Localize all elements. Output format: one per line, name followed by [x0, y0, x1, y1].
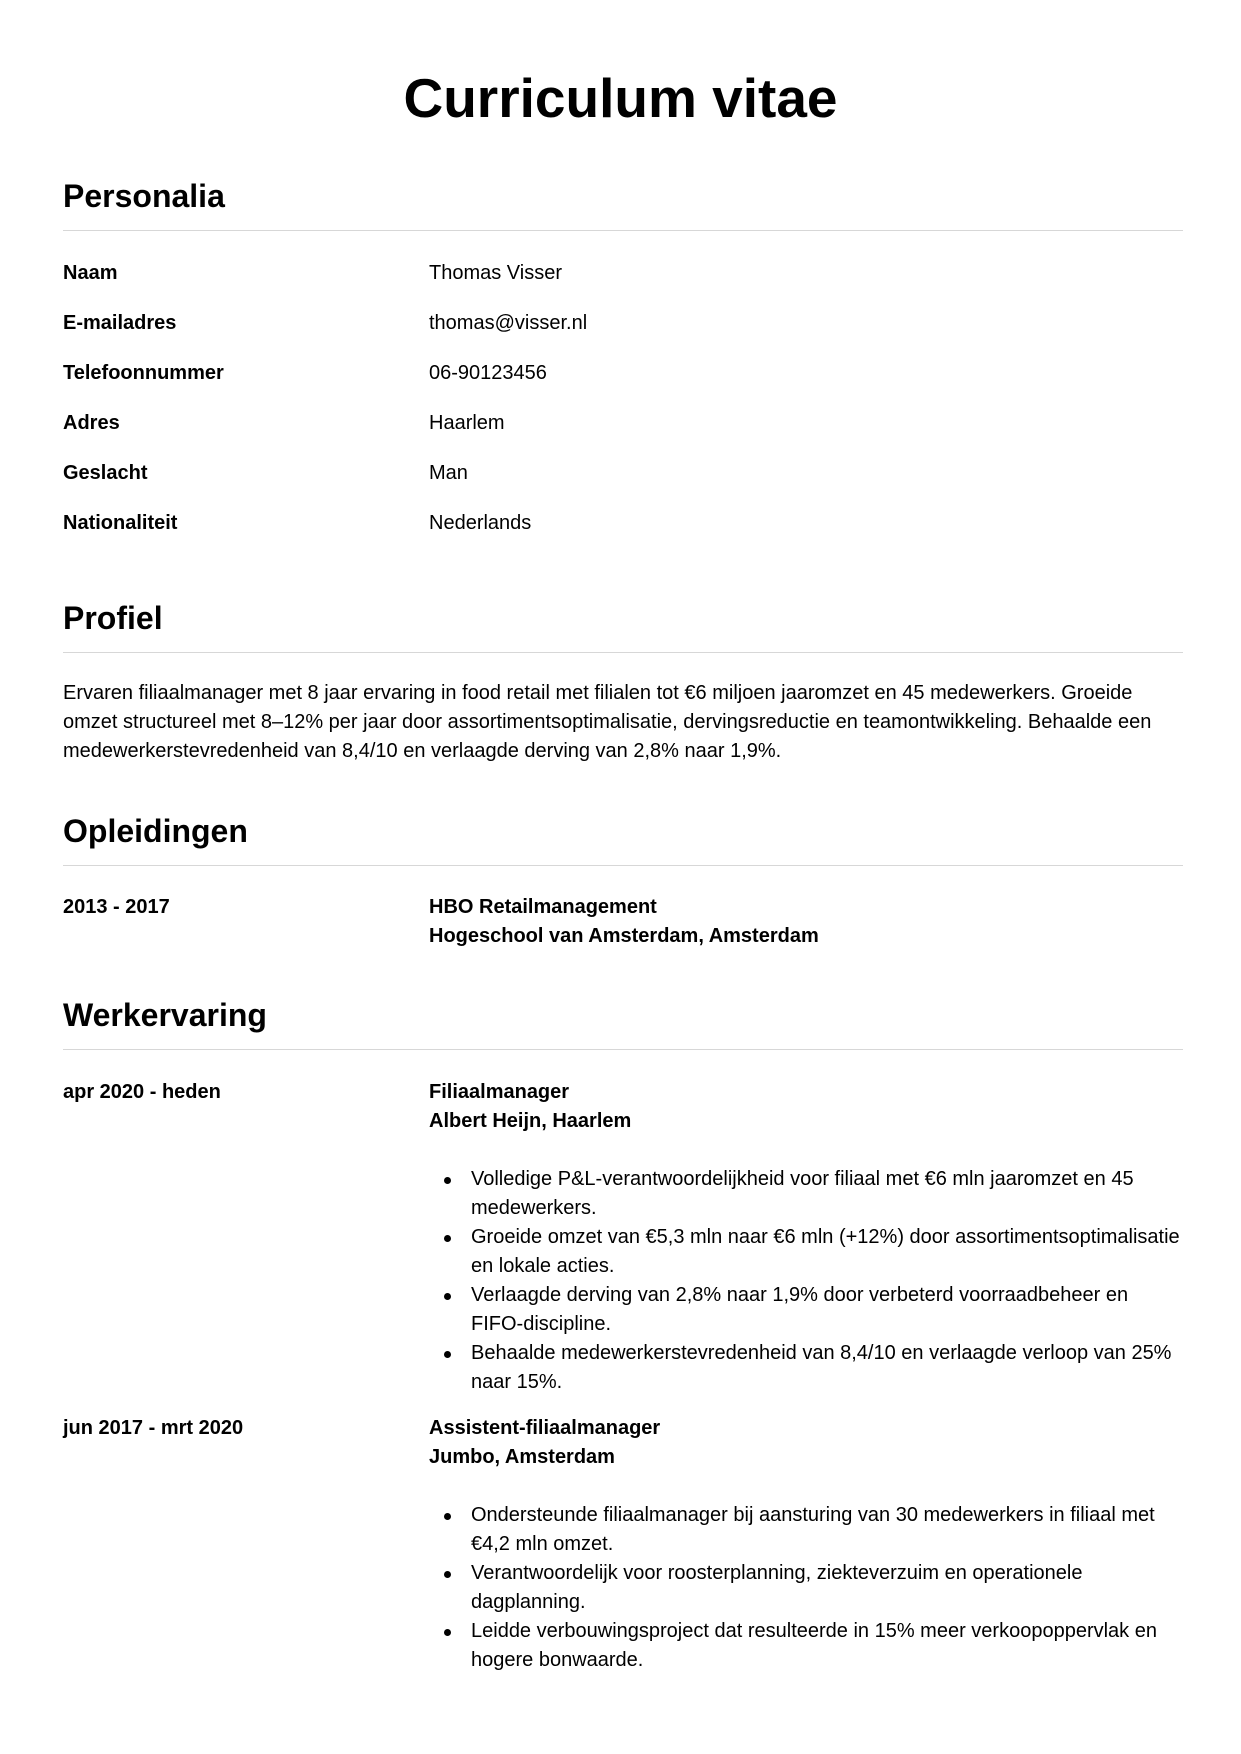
bullet-text: Leidde verbouwingsproject dat resulteerde in 15% meer verkoopoppervlak en hogere bonwaarde. [471, 1620, 1157, 1671]
bullet-dot-icon [444, 1177, 451, 1184]
entry-organisation: Hogeschool van Amsterdam, Amsterdam [429, 925, 819, 947]
bullet-text: Groeide omzet van €5,3 mln naar €6 mln (+12%) door assortimentsoptimalisatie en lokale acties. [471, 1226, 1180, 1277]
entry-bullets [429, 1501, 1183, 1675]
document-title: Curriculum vitae [403, 67, 838, 129]
bullet-item [429, 1165, 1183, 1223]
field-label: Adres [63, 412, 120, 434]
entry-period: apr 2020 - heden [63, 1081, 221, 1103]
section-heading: Profiel [63, 600, 163, 636]
field-value: Thomas Visser [429, 262, 563, 284]
entry-body [429, 1414, 1183, 1675]
bullet-item [429, 1339, 1183, 1397]
work-entry [63, 1078, 1183, 1397]
personalia-list [63, 261, 1183, 561]
personalia-row [63, 411, 1183, 461]
field-label: Nationaliteit [63, 512, 178, 534]
bullet-item [429, 1501, 1183, 1559]
section-divider [63, 865, 1183, 866]
personalia-row [63, 311, 1183, 361]
field-value: Nederlands [429, 512, 532, 534]
section-divider [63, 230, 1183, 231]
entry-period: 2013 - 2017 [63, 896, 170, 918]
field-value: thomas@visser.nl [429, 312, 588, 334]
section-heading: Werkervaring [63, 997, 267, 1033]
personalia-row [63, 361, 1183, 411]
bullet-dot-icon [444, 1235, 451, 1242]
entry-title: HBO Retailmanagement [429, 896, 657, 918]
bullet-item [429, 1617, 1183, 1675]
field-label: Naam [63, 262, 118, 284]
entry-organisation: Jumbo, Amsterdam [429, 1446, 615, 1468]
bullet-dot-icon [444, 1571, 451, 1578]
entry-bullets [429, 1165, 1183, 1397]
entry-organisation: Albert Heijn, Haarlem [429, 1110, 632, 1132]
bullet-item [429, 1559, 1183, 1617]
bullet-dot-icon [444, 1629, 451, 1636]
entry-title: Assistent-filiaalmanager [429, 1417, 661, 1439]
bullet-item [429, 1223, 1183, 1281]
section-profiel [63, 599, 1183, 766]
work-entry [63, 1414, 1183, 1675]
section-personalia [63, 177, 1183, 561]
bullet-text: Ondersteunde filiaalmanager bij aansturing van 30 medewerkers in filiaal met €4,2 mln omzet. [471, 1504, 1155, 1555]
section-divider [63, 652, 1183, 653]
field-value: Haarlem [429, 412, 505, 434]
profile-summary: Ervaren filiaalmanager met 8 jaar ervaring in food retail met filialen tot €6 miljoen jaaromzet en 45 medewerkers. Groeide omzet structureel met 8–12% per jaar door assortimentsoptimalisatie, dervingsreductie en teamontwikkeling. Behaalde een medewerkerstevredenheid van 8,4/10 en verlaagde derving van 2,8% naar 1,9%. [63, 682, 1152, 762]
bullet-dot-icon [444, 1293, 451, 1300]
personalia-row [63, 461, 1183, 511]
bullet-text: Verlaagde derving van 2,8% naar 1,9% door verbeterd voorraadbeheer en FIFO-discipline. [471, 1284, 1129, 1335]
entry-body [429, 1078, 1183, 1397]
bullet-text: Behaalde medewerkerstevredenheid van 8,4/10 en verlaagde verloop van 25% naar 15%. [471, 1342, 1172, 1393]
field-value: 06-90123456 [429, 362, 547, 384]
field-label: Geslacht [63, 462, 148, 484]
personalia-row [63, 261, 1183, 311]
section-heading: Personalia [63, 178, 225, 214]
entry-title: Filiaalmanager [429, 1081, 570, 1103]
field-label: E-mailadres [63, 312, 177, 334]
personalia-row [63, 511, 1183, 561]
section-divider [63, 1049, 1183, 1050]
field-label: Telefoonnummer [63, 362, 224, 384]
education-entry [63, 893, 1183, 951]
bullet-dot-icon [444, 1351, 451, 1358]
section-heading: Opleidingen [63, 813, 248, 849]
field-value: Man [429, 462, 468, 484]
section-werkervaring [63, 996, 1183, 1675]
bullet-item [429, 1281, 1183, 1339]
bullet-text: Verantwoordelijk voor roosterplanning, ziekteverzuim en operationele dagplanning. [471, 1562, 1083, 1613]
entry-period: jun 2017 - mrt 2020 [63, 1417, 244, 1439]
entry-body [429, 893, 1183, 951]
bullet-dot-icon [444, 1513, 451, 1520]
section-opleidingen [63, 812, 1183, 951]
bullet-text: Volledige P&L-verantwoordelijkheid voor filiaal met €6 mln jaaromzet en 45 medewerkers. [471, 1168, 1134, 1219]
